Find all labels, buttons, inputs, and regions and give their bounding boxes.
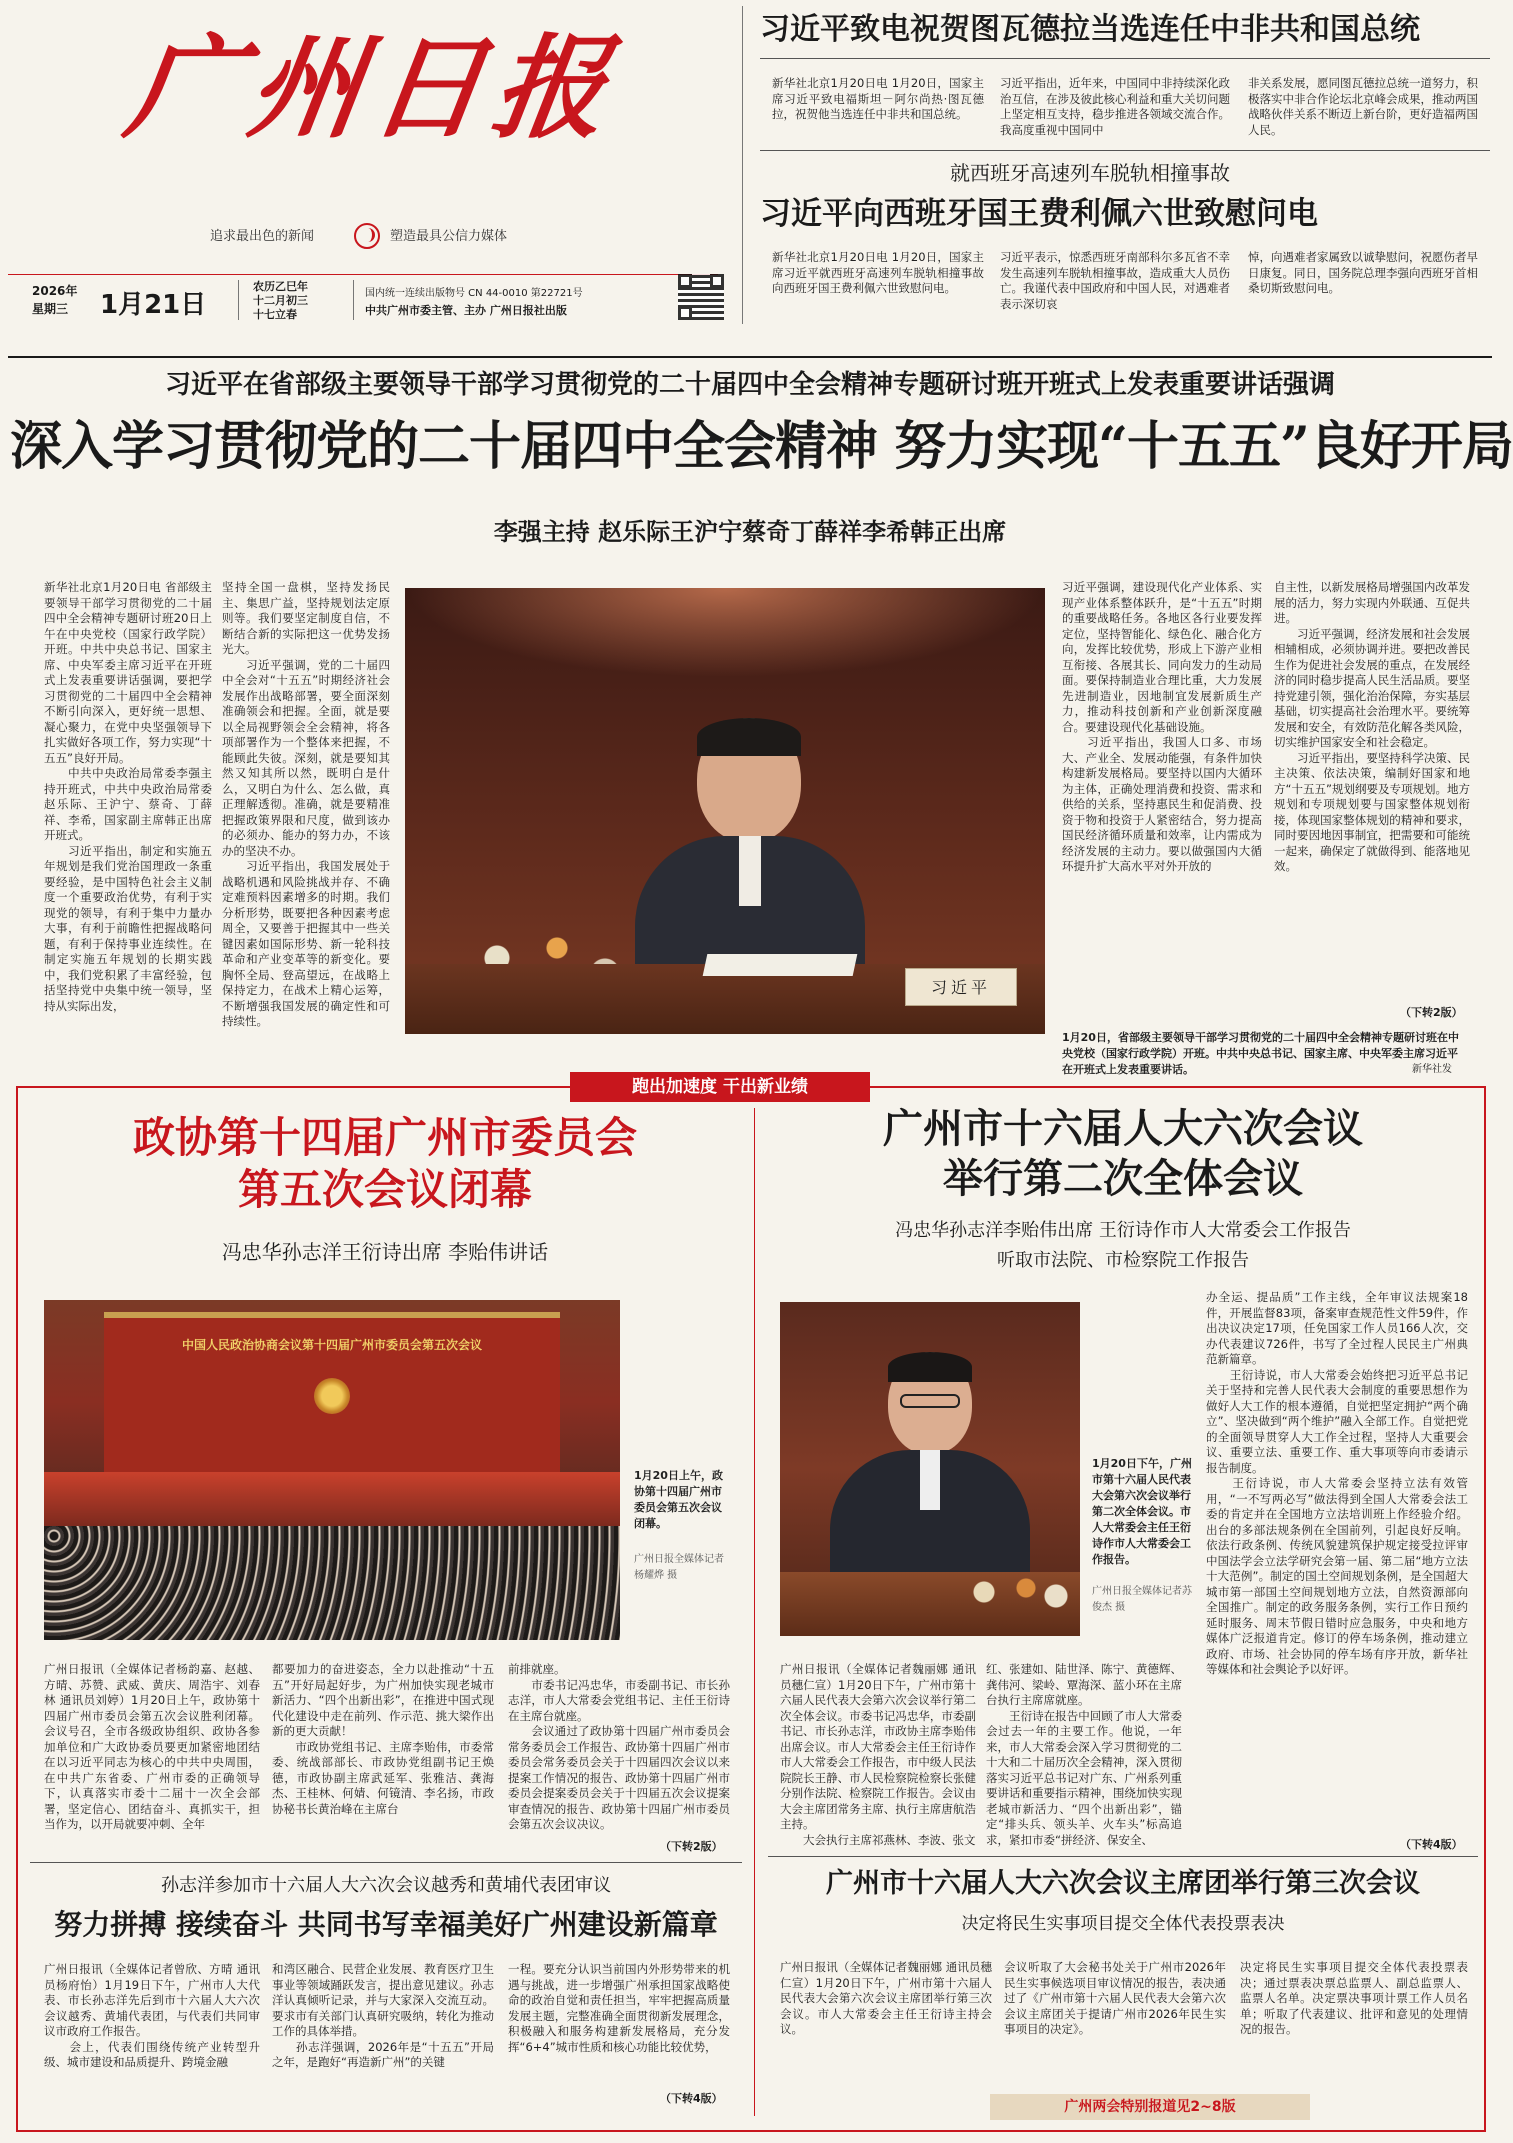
sub-story-continued[interactable]: （下转4版）	[660, 2092, 723, 2105]
lunar-line-3: 十七立春	[253, 308, 297, 321]
top-story-1-col1: 新华社北京1月20日电 1月20日，国家主席习近平致电福斯坦－阿尔尚热·图瓦德拉，祝贺他当选连任中非共和国总统。	[772, 76, 984, 121]
cppcc-emblem	[314, 1378, 350, 1414]
third-story-col-2: 会议听取了大会秘书处关于广州市2026年民生实事候选项目审议情况的报告，表决通过了《广州市第十六届人民代表大会第六次会议主席团关于提请广州市2026年民生实事项目的决定》。	[1004, 1960, 1226, 2036]
weekday-label: 星期三	[32, 302, 69, 316]
npc-photo-caption: 1月20日下午，广州市第十六届人民代表大会第六次会议举行第二次全体会议。市人大常委会主任王衍诗作市人大常委会工作报告。	[1092, 1457, 1192, 1566]
sub-story-headline[interactable]: 努力拼搏 接续奋斗 共同书写幸福美好广州建设新篇章	[54, 1908, 718, 1941]
desk-paper	[703, 954, 858, 976]
sub-story-col-3: 一程。要充分认识当前国内外形势带来的机遇与挑战，进一步增强广州承担国家战略使命的政治自觉和责任担当，牢牢把握高质量发展主题，完整准确全面贯彻新发展理念，积极融入和服务构建新发展格局，充分发挥“6+4”城市性质和核心功能比较优势，	[508, 1962, 730, 2054]
lead-top-rule	[8, 356, 1492, 358]
lead-continued[interactable]: （下转2版）	[1400, 1006, 1463, 1019]
cppcc-col-1: 广州日报讯（全媒体记者杨韵嘉、赵越、方晴、苏赞、武威、黄庆、周浩宇、刘春林 通讯员刘婷）1月20日上午，政协第十四届广州市委员会第五次会议胜利闭幕。会议号召，全市各级政协组织、政协各参加单位和广大政协委员要更加紧密地团结在以习近平同志为核心的中共中央周围，在中共广东省委、广州市委的正确领导下，认真落实市委十二届十一次全会部署，坚定信心、团结奋斗、真抓实干，担当作为，以开局就要冲刺、全年	[44, 1662, 260, 1831]
third-story-col-3: 决定将民生实事项目提交全体代表投票表决；通过票表决票总监票人、副总监票人、监票人名单。决定票决事项计票工作人员名单；听取了代表建议、批评和意见的处理情况的报告。	[1240, 1960, 1468, 2036]
lead-headline[interactable]: 深入学习贯彻党的二十届四中全会精神 努力实现“十五五”良好开局	[10, 416, 1513, 477]
cppcc-headline-2[interactable]: 第五次会议闭幕	[237, 1165, 532, 1214]
nameplate: 习近平	[905, 968, 1017, 1006]
npc-col-1: 广州日报讯（全媒体记者魏丽娜 通讯员穗仁宣）1月20日下午，广州市第十六届人民代表大会第六次会议举行第二次全体会议。市委书记冯忠华，市委副书记、市长孙志洋，市政协主席李贻伟出席会议。市人大常委会主任王衍诗作市人大常委会工作报告，市中级人民法院院长王静、市人民检察院检察长张健分别作法院、检察院工作报告。会议由大会主席团常务主席、执行主席唐航浩主持。 大会执行主席祁燕林、李波、张文	[780, 1662, 976, 1847]
masthead-divider	[8, 274, 718, 275]
lead-col-2: 坚持全国一盘棋，坚持发扬民主、集思广益，坚持规划法定原则等。我们要坚定制度自信，不断结合新的实际把这一优势发扬光大。 习近平强调，党的二十届四中全会对“十五五”时期经济社会发展作出战略部署，要全面深刻准确领会和把握。全面，就是要以全局视野领会全会精神，将各项部署作为一个整体来把握，不能顾此失彼。深刻，就是要知其然又知其所以然，既明白是什么，又明白为什么、怎么做，真正理解透彻。准确，就是要精准把握政策界限和尺度，做到该办的必须办、能办的努力办，不该办的坚决不办。 习近平指出，我国发展处于战略机遇和风险挑战并存、不确定难预料因素增多的时期。我们分析形势，既要把各种因素考虑周全，又要善于把握其中一些关键因素如国际形势、新一轮科技革命和产业变革等的新变化。要胸怀全局、登高望远，在战略上保持定力，在战术上精心运筹，不断增强我国发展的确定性和可持续性。	[222, 580, 390, 1028]
top-story-1-col2: 习近平指出，近年来，中国同中非持续深化政治互信，在涉及彼此核心利益和重大关切问题上坚定相互支持，稳步推进各领域交流合作。我高度重视中国同中	[1000, 76, 1230, 137]
lead-col-3: 习近平强调，建设现代化产业体系、实现产业体系整体跃升，是“十五五”时期的重要战略任务。各地区各行业要发挥定位，坚持智能化、绿色化、融合化方向，发挥比较优势，形成上下游产业相互衔接、各展其长、同向发力的生动局面。要保持制造业合理比重，大力发展先进制造业，因地制宜发展新质生产力，推动科技创新和产业创新深度融合。要建设现代化基础设施。 习近平指出，我国人口多、市场大、产业全、发展动能强，有条件加快构建新发展格局。要坚持以国内大循环为主体，正确处理消费和投资、需求和供给的关系，坚持惠民生和促消费、投资于物和投资于人紧密结合，努力提高国民经济循环质量和效率，让内需成为经济发展的主动力。要以做强国内大循环提升扩大高水平对外开放的	[1062, 580, 1262, 873]
cppcc-photo-credit: 广州日报全媒体记者杨耀烨 摄	[634, 1554, 724, 1581]
masthead-logo: 广州日报	[118, 23, 626, 154]
npc-col-3: 办全运、提品质”工作主线，全年审议法规案18件，开展监督83项，备案审查规范性文件59件，作出决议决定17项，任免国家工作人员166人次，交办代表建议726件，书写了全过程人民民主广州典范新篇章。 王衍诗说，市人大常委会始终把习近平总书记关于坚持和完善人民代表大会制度的重要思想作为做好人大工作的根本遵循，自觉把坚定拥护“两个确立”、坚决做到“两个维护”融入全部工作。自觉把党的全面领导贯穿人大工作全过程，坚持人大重要会议、重要立法、重要工作、重大事项等向市委请示报告制度。 王衍诗说，市人大常委会坚持立法有效管用，“一不写两必写”做法得到全国人大常委会法工委的肯定并在全国地方立法培训班上作经验介绍。出台的多部法规条例在全国前列，引起良好反响。依法行政条例、传统风貌建筑保护规定接受拉评审中国法学会立法学研究会第一届、第二届“地方立法十大范例”。制定的国土空间规划条例，是全国超大城市第一部国土空间规划地方立法，自然资源部向全国推广。制定的政务服务条例，实行工作日预约延时服务、周末节假日错时应急服务，中央和地方媒体广泛报道肯定。修订的停车场条例，推动建立政府、市场、社会协同的停车场有序开放，新华社等媒体和社会舆论予以好评。	[1206, 1290, 1468, 1676]
masthead-slogan-right: 塑造最具公信力媒体	[390, 229, 508, 244]
sponsor-line: 中共广州市委主管、主办 广州日报社出版	[365, 304, 567, 317]
speaker-figure	[635, 718, 865, 978]
masthead	[40, 0, 700, 244]
npc-subhead-1: 冯忠华孙志洋李贻伟出席 王衍诗作市人大常委会工作报告	[895, 1220, 1351, 1241]
top-story-2-col3: 悼，向遇难者家属致以诚挚慰问，祝愿伤者早日康复。同日，国务院总理李强向西班牙首相桑切斯致慰问电。	[1248, 250, 1478, 295]
year-label: 2026年	[32, 284, 78, 298]
npc-col-2: 红、张建如、陆世泽、陈宁、黄德辉、龚伟河、梁岭、覃海深、蓝小环在主席台执行主席席就座。 王衍诗在报告中回顾了市人大常委会过去一年的主要工作。他说，一年来，市人大常委会深入学习贯彻党的二十大和二十届历次全会精神，深入贯彻落实习近平总书记对广东、广州系列重要讲话和重要指示精神，围绕加快实现老城市新活力、“四个出新出彩”，锚定“排头兵、领头羊、火车头”标高追求，紧扣市委“拼经济、保安全、	[986, 1662, 1182, 1847]
date-label: 1月21日	[100, 290, 207, 320]
section-banner: 跑出加速度 干出新业绩	[570, 1072, 870, 1102]
cppcc-stage-front	[44, 1472, 620, 1526]
sub-story-col-2: 和湾区融合、民营企业发展、教育医疗卫生事业等领域踊跃发言，提出意见建议。孙志洋认真倾听记录，并与大家深入交流互动。要求市有关部门认真研究吸纳，转化为推动工作的具体举措。 孙志洋强调，2026年是“十五五”开局之年，是跑好“再造新广州”的关键	[272, 1962, 494, 2069]
npc-flowers	[960, 1572, 1080, 1612]
npc-photo-credit: 广州日报全媒体记者苏俊杰 摄	[1092, 1586, 1192, 1613]
sub-story-col-1: 广州日报讯（全媒体记者曾欣、方晴 通讯员杨府怡）1月19日下午，广州市人大代表、市长孙志洋先后到市十六届人大六次会议越秀、黄埔代表团，与代表们共同审议市政府工作报告。 会上，代表们围绕传统产业转型升级、城市建设和品质提升、跨境金融	[44, 1962, 260, 2069]
lead-col-4: 自主性，以新发展格局增强国内改革发展的活力，努力实现内外联通、互促共进。 习近平强调，经济发展和社会发展相辅相成，必须协调并进。要把改善民生作为促进社会发展的重点，在发展经济的同时稳步提高人民生活品质。要坚持党建引领，强化治治保障，夯实基层基础，切实提高社会治理水平。要统筹发展和安全，有效防范化解各类风险，切实维护国家安全和社会稳定。 习近平指出，要坚持科学决策、民主决策、依法决策，编制好国家和地方“十五五”规划纲要及专项规划。地方规划和专项规划要与国家整体规划衔接，体现国家整体规划的精神和要求，同时要因地因事制宜，把需要和可能统一起来，确保定了就做得到、能落地见效。	[1274, 580, 1470, 873]
third-story-headline[interactable]: 广州市十六届人大六次会议主席团举行第三次会议	[826, 1868, 1420, 1899]
lead-photo-caption: 1月20日，省部级主要领导干部学习贯彻党的二十届四中全会精神专题研讨班在中央党校（国家行政学院）开班。中共中央总书记、国家主席、中央军委主席习近平在开班式上发表重要讲话。	[1062, 1031, 1459, 1076]
top-story-2-title[interactable]: 习近平向西班牙国王费利佩六世致慰问电	[760, 196, 1318, 232]
masthead-slogan-left: 追求最出色的新闻	[210, 229, 315, 244]
cppcc-continued[interactable]: （下转2版）	[660, 1840, 723, 1853]
cppcc-photo-banner: 中国人民政治协商会议第十四届广州市委员会第五次会议	[181, 1338, 482, 1352]
cppcc-photo-caption: 1月20日上午，政协第十四届广州市委员会第五次会议闭幕。	[634, 1469, 723, 1530]
npc-headline-1[interactable]: 广州市十六届人大六次会议	[883, 1105, 1363, 1152]
masthead-slogan-emblem	[354, 223, 380, 249]
cppcc-col-3: 前排就座。 市委书记冯忠华，市委副书记、市长孙志洋，市人大常委会党组书记、主任王衍诗在主席台就座。 会议通过了政协第十四届广州市委员会常务委员会工作报告、政协第十四届广州市委员会常务委员会关于十四届四次会议以来提案工作情况的报告、政协第十四届广州市委员会提案委员会关于十四届五次会议提案审查情况的报告、政协第十四届广州市委员会第五次会议决议。	[508, 1662, 730, 1831]
lead-photo-backdrop-light	[405, 588, 1045, 678]
cppcc-headline-1[interactable]: 政协第十四届广州市委员会	[132, 1113, 637, 1162]
top-story-2-kicker: 就西班牙高速列车脱轨相撞事故	[950, 161, 1230, 185]
lead-photo[interactable]	[405, 588, 1045, 1034]
qr-code[interactable]	[678, 274, 724, 320]
lead-col-1: 新华社北京1月20日电 省部级主要领导干部学习贯彻党的二十届四中全会精神专题研讨班20日上午在中央党校（国家行政学院）开班。中共中央总书记、国家主席、中央军委主席习近平在开班式上发表重要讲话强调，要把学习贯彻党的二十届四中全会精神不断引向深入，更好统一思想、凝心聚力，在党中央坚强领导下扎实做好各项工作，努力实现“十五五”良好开局。 中共中央政治局常委李强主持开班式，中共中央政治局常委赵乐际、王沪宁、蔡奇、丁薛祥、李希，国家副主席韩正出席开班式。 习近平指出，制定和实施五年规划是我们党治国理政一条重要经验，是中国特色社会主义制度一个重要政治优势，有利于实现党的领导，有利于集中力量办大事，有利于前瞻性把握战略问题，有利于保持事业连续性。在制定实施五年规划的长期实践中，我们党积累了丰富经验，包括坚持党中央集中统一领导，坚持从实际出发，	[44, 580, 212, 1013]
lead-subhead: 李强主持 赵乐际王沪宁蔡奇丁薛祥李希韩正出席	[493, 517, 1007, 546]
cppcc-subhead: 冯忠华孙志洋王衍诗出席 李贻伟讲话	[221, 1240, 549, 1264]
lunar-line-1: 农历乙巳年	[253, 280, 308, 293]
top-story-2-col1: 新华社北京1月20日电 1月20日，国家主席习近平就西班牙高速列车脱轨相撞事故向西班牙国王费利佩六世致慰问电。	[772, 250, 984, 295]
third-story-subhead: 决定将民生实事项目提交全体代表投票表决	[961, 1914, 1285, 1934]
lead-kicker: 习近平在省部级主要领导干部学习贯彻党的二十届四中全会精神专题研讨班开班式上发表重要讲话强调	[164, 370, 1335, 400]
cppcc-photo[interactable]	[44, 1300, 620, 1640]
npc-speaker	[820, 1352, 1040, 1592]
npc-subhead-2: 听取市法院、市检察院工作报告	[997, 1250, 1249, 1271]
lead-photo-credit: 新华社发	[1412, 1064, 1452, 1075]
npc-continued[interactable]: （下转4版）	[1400, 1838, 1463, 1851]
sub-story-kicker: 孙志洋参加市十六届人大六次会议越秀和黄埔代表团审议	[161, 1875, 611, 1896]
top-story-2-col2: 习近平表示，惊悉西班牙南部科尔多瓦省不幸发生高速列车脱轨相撞事故，造成重大人员伤亡。我谨代表中国政府和中国人民，对遇难者表示深切哀	[1000, 250, 1230, 311]
third-story-col-1: 广州日报讯（全媒体记者魏丽娜 通讯员穗仁宣）1月20日下午，广州市第十六届人民代表大会第六次会议主席团举行第三次会议。市人大常委会主任王衍诗主持会议。	[780, 1960, 992, 2036]
cppcc-col-2: 都要加力的奋进姿态，全力以赴推动“十五五”开好局起好步，为广州加快实现老城市新活力、“四个出新出彩”，在推进中国式现代化建设中走在前列、作示范、挑大梁作出新的更大贡献！ 市政协党组书记、主席李贻伟，市委常委、统战部部长、市政协党组副书记王焕德，市政协副主席武延军、张雅洁、龚海杰、王桂林、何婧、何镜清、李名扬，市政协秘书长黄治峰在主席台	[272, 1662, 494, 1816]
cppcc-audience	[44, 1526, 620, 1640]
publication-number: 国内统一连续出版物号 CN 44-0010 第22721号	[365, 288, 583, 299]
top-story-1-title[interactable]: 习近平致电祝贺图瓦德拉当选连任中非共和国总统	[760, 12, 1420, 47]
top-story-1-col3: 非关系发展，愿同图瓦德拉总统一道努力，积极落实中非合作论坛北京峰会成果，推动两国战略伙伴关系不断迈上新台阶，更好造福两国人民。	[1248, 76, 1478, 137]
npc-photo[interactable]	[780, 1302, 1080, 1636]
date-strip	[8, 278, 718, 324]
lunar-line-2: 十二月初三	[253, 294, 308, 307]
npc-headline-2[interactable]: 举行第二次全体会议	[943, 1155, 1303, 1202]
special-report-footer[interactable]: 广州两会特别报道见2~8版	[990, 2094, 1310, 2120]
